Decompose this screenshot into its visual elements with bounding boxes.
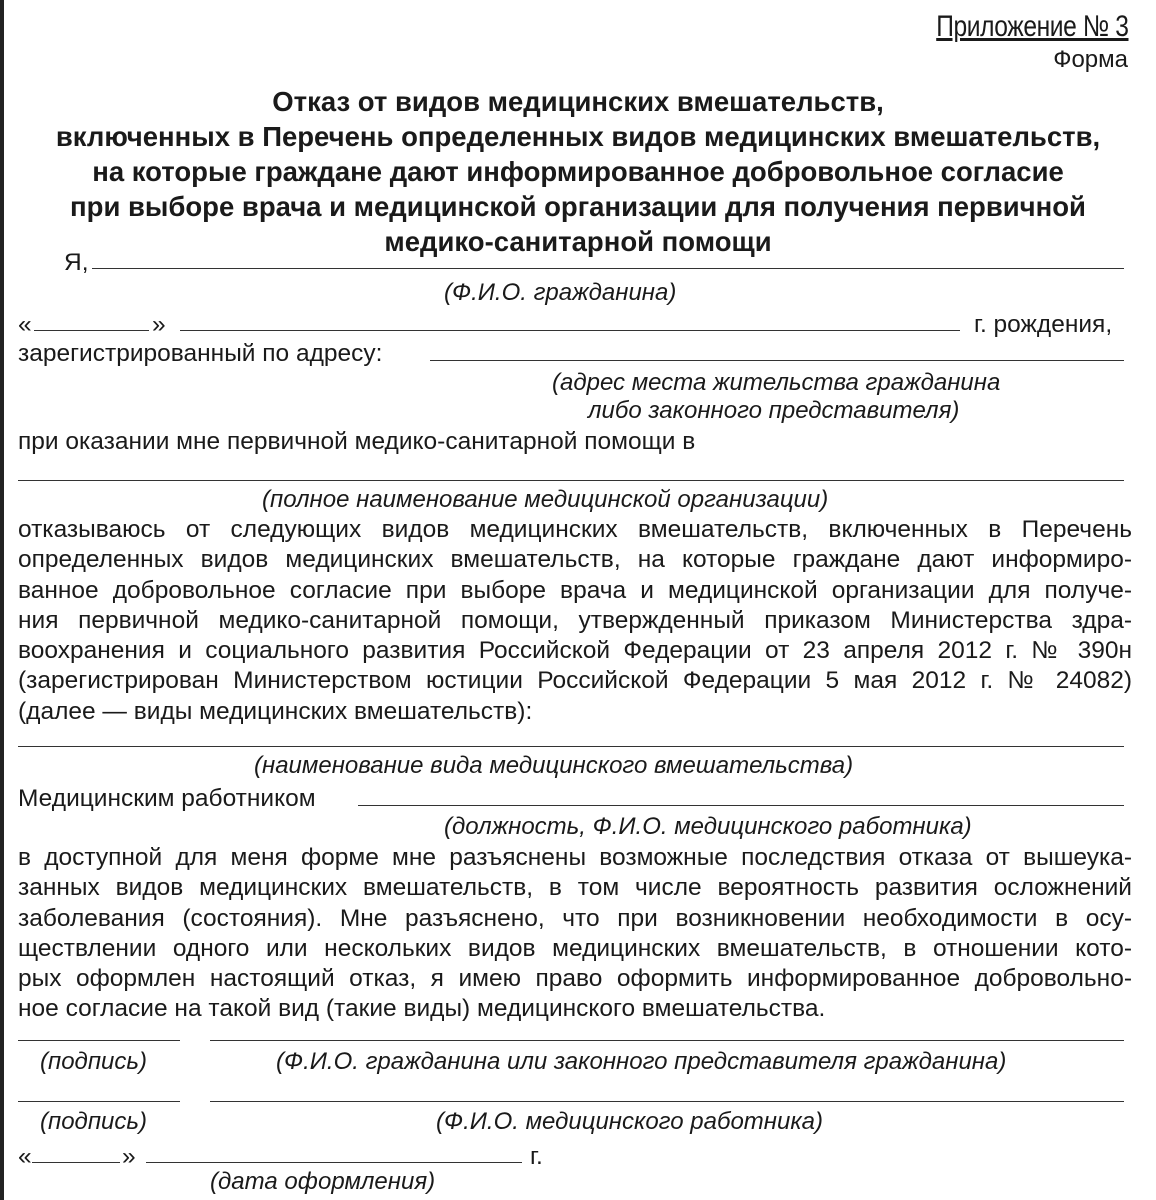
paragraph-line: ванное добровольное согласие при выборе врача и медицинской организации для получе- xyxy=(18,576,1132,604)
date-month-year-field[interactable] xyxy=(146,1162,522,1163)
title-line: Отказ от видов медицинских вмешательств, xyxy=(272,86,884,117)
citizen-fio-field[interactable] xyxy=(92,268,1124,269)
citizen-signature-field[interactable] xyxy=(18,1040,180,1041)
birth-day-field[interactable] xyxy=(34,330,149,331)
organization-field[interactable] xyxy=(18,480,1124,481)
document-title xyxy=(0,84,1156,259)
org-caption: (полное наименование медицинской организации) xyxy=(262,486,829,513)
date-caption: (дата оформления) xyxy=(210,1168,436,1195)
appendix-label: Приложение № 3 xyxy=(935,10,1128,43)
worker-label: Медицинским работником xyxy=(18,785,316,812)
paragraph-line: в доступной для меня форме мне разъяснены возможные последствия отказа от вышеука- xyxy=(18,844,1132,871)
citizen-name-field[interactable] xyxy=(210,1040,1124,1041)
paragraph-line: отказываюсь от следующих видов медицинских вмешательств, включенных в Перечень xyxy=(18,516,1132,543)
intervention-field[interactable] xyxy=(18,746,1124,747)
explanation-paragraph xyxy=(18,843,1132,1025)
title-line: при выборе врача и медицинской организации для получения первичной xyxy=(70,191,1086,222)
open-quote: « xyxy=(18,311,32,338)
title-line: медико-санитарной помощи xyxy=(384,226,772,257)
form-label: Форма xyxy=(1053,46,1128,73)
date-close-quote: » xyxy=(122,1143,136,1170)
worker-signature-field[interactable] xyxy=(18,1101,180,1102)
paragraph-line: ществлении одного или нескольких видов медицинских вмешательств, в отношении кото- xyxy=(18,934,1132,962)
paragraph-line: занных видов медицинских вмешательств, в том числе вероятность развития осложнений xyxy=(18,874,1132,902)
worker-name-field[interactable] xyxy=(210,1101,1124,1102)
close-quote: » xyxy=(152,311,166,338)
paragraph-line: определенных видов медицинских вмешательств, на которые граждане дают информиро- xyxy=(18,546,1132,574)
paragraph-line: воохранения и социального развития Российской Федерации от 23 апреля 2012 г. № 390н xyxy=(18,637,1132,665)
date-open-quote: « xyxy=(18,1143,32,1170)
worker-caption: (должность, Ф.И.О. медицинского работника) xyxy=(444,813,972,840)
intervention-caption: (наименование вида медицинского вмешательства) xyxy=(254,752,854,779)
paragraph-line: (зарегистрирован Министерством юстиции Российской Федерации 5 мая 2012 г. № 24082) xyxy=(18,667,1132,695)
i-prefix: Я, xyxy=(64,249,89,276)
signature-caption-2: (подпись) xyxy=(40,1108,147,1135)
signature-caption: (подпись) xyxy=(40,1048,147,1075)
address-field[interactable] xyxy=(430,360,1124,361)
title-line: на которые граждане дают информированное добровольное согласие xyxy=(92,156,1064,187)
paragraph-line: рых оформлен настоящий отказ, я имею право оформить информированное добровольно- xyxy=(18,965,1132,993)
paragraph-line: ное согласие на такой вид (такие виды) медицинского вмешательства. xyxy=(18,995,826,1023)
address-caption-2: либо законного представителя) xyxy=(588,397,960,424)
refusal-paragraph xyxy=(18,515,1132,727)
paragraph-line: ния первичной медико-санитарной помощи, утвержденный приказом Министерства здра- xyxy=(18,606,1132,634)
citizen-caption: (Ф.И.О. гражданина или законного представителя гражданина) xyxy=(276,1048,1007,1075)
worker-fio-caption: (Ф.И.О. медицинского работника) xyxy=(436,1108,824,1135)
worker-field[interactable] xyxy=(358,805,1124,806)
birth-suffix: г. рождения, xyxy=(974,311,1113,338)
birth-month-year-field[interactable] xyxy=(180,330,960,331)
year-suffix: г. xyxy=(530,1143,543,1170)
fio-caption: (Ф.И.О. гражданина) xyxy=(444,279,677,306)
paragraph-line: (далее — виды медицинских вмешательств): xyxy=(18,697,533,725)
title-line: включенных в Перечень определенных видов медицинских вмешательств, xyxy=(55,121,1101,152)
care-label: при оказании мне первичной медико-санитарной помощи в xyxy=(18,428,696,455)
registered-label: зарегистрированный по адресу: xyxy=(18,340,383,367)
address-caption-1: (адрес места жительства гражданина xyxy=(552,369,1001,396)
date-day-field[interactable] xyxy=(32,1162,120,1163)
paragraph-line: заболевания (состояния). Мне разъяснено, что при возникновении необходимости в осу- xyxy=(18,904,1132,932)
